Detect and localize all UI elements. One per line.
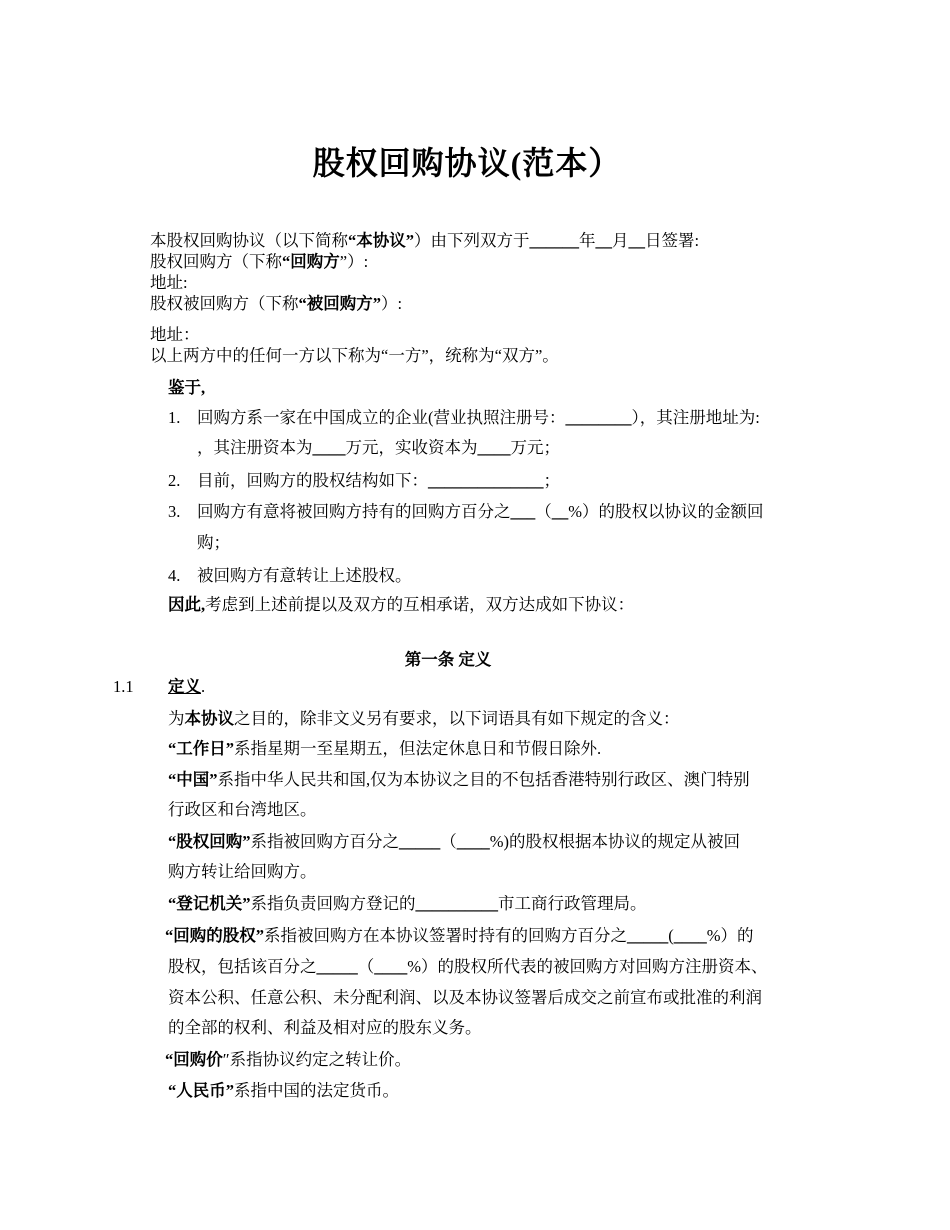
- intro-text: 股权回购方（下称: [150, 252, 282, 271]
- defined-term: “工作日”: [168, 739, 234, 758]
- def-text: ″系指协议约定之转让价。: [222, 1050, 412, 1069]
- definition-shares-line-1: [165, 926, 754, 946]
- item-text: 回购方系一家在中国成立的企业(营业执照注册号：: [197, 408, 566, 427]
- blank-field: ____: [673, 926, 707, 945]
- blank-field: ____: [456, 832, 490, 851]
- def-text: %）的股权所代表的被回购方对回购方注册资本、: [407, 957, 768, 976]
- blank-field: _____: [627, 926, 669, 945]
- list-number: 2.: [168, 471, 181, 490]
- definition-intro: [168, 709, 680, 729]
- whereas-item-3-line-1: [197, 502, 764, 522]
- defined-term: “回购价: [165, 1050, 223, 1069]
- defined-term: “人民币”: [168, 1081, 234, 1100]
- blank-field: __________: [415, 894, 498, 913]
- def-text: %)的股权根据本协议的规定从被回: [489, 832, 740, 851]
- blank-year: ______: [529, 231, 579, 250]
- intro-line-2: [150, 252, 368, 272]
- item-text: ，其注册资本为: [197, 438, 313, 457]
- item-text: 万元；: [510, 438, 560, 457]
- blank-day: __: [628, 231, 645, 250]
- clause-number: 1.1: [113, 677, 134, 696]
- list-number: 3.: [168, 502, 181, 521]
- definition-shares-line-4: 的全部的权利、利益及相对应的股东义务。: [168, 1018, 482, 1037]
- item-text: （: [535, 502, 552, 521]
- intro-text: 月: [612, 231, 629, 250]
- definition-china-line-2: 行政区和台湾地区。: [168, 800, 317, 819]
- definition-registry: [168, 894, 647, 914]
- whereas-item-2-line-1: [197, 471, 560, 491]
- defined-term: “本协议”: [348, 231, 414, 250]
- def-text: 系指负责回购方登记的: [250, 894, 416, 913]
- def-text: 系指中国的法定货币。: [234, 1081, 399, 1100]
- intro-line-4: [150, 294, 402, 314]
- blank-field: _____: [316, 957, 358, 976]
- def-text: （: [357, 957, 375, 976]
- defined-term: “股权回购”: [168, 832, 251, 851]
- definition-price: [165, 1050, 411, 1070]
- item-text: %）的股权以协议的金额回: [568, 502, 764, 521]
- defined-term: “回购方: [282, 252, 340, 271]
- def-text: 股权，包括该百分之: [168, 957, 317, 976]
- item-text: 回购方有意将被回购方持有的回购方百分之: [197, 502, 511, 521]
- blank-field: ____: [374, 957, 408, 976]
- intro-text: 本股权回购协议（以下简称: [150, 231, 348, 250]
- blank-field: ____: [477, 438, 511, 457]
- article-heading: 第一条 定义: [404, 650, 492, 669]
- def-text: （: [440, 832, 457, 851]
- def-text: 系指被回购方百分之: [250, 832, 399, 851]
- def-text: 为: [168, 709, 185, 728]
- def-text: 系指中华人民共和国,仅为本协议之目的不包括香港特别行政区、澳门特别: [217, 770, 750, 789]
- intro-text: ）由下列双方于: [414, 231, 530, 250]
- defined-term: “被回购方”: [298, 294, 381, 313]
- blank-field: ______________: [428, 471, 544, 490]
- intro-text: 日签署:: [645, 231, 700, 250]
- clause-title: 定义: [168, 677, 201, 696]
- definition-buyback-line-2: 购方转让给回购方。: [168, 862, 317, 881]
- defined-term: “登记机关”: [168, 894, 251, 913]
- therefore-text: 考虑到上述前提以及双方的互相承诺，双方达成如下协议：: [205, 595, 635, 614]
- defined-term: “回购的股权”: [165, 926, 264, 945]
- item-text: ），其注册地址为:: [631, 408, 760, 427]
- item-text: 目前，回购方的股权结构如下：: [197, 471, 428, 490]
- intro-line-3: 地址:: [150, 273, 188, 292]
- therefore-label: 因此,: [168, 595, 206, 614]
- defined-term: “中国”: [168, 770, 218, 789]
- definition-shares-line-3: 资本公积、任意公积、未分配利润、以及本协议签署后成交之前宣布或批准的利润: [168, 988, 762, 1007]
- intro-line-6: 以上两方中的任何一方以下称为“一方”，统称为“双方”。: [150, 346, 559, 365]
- item-text: ；: [543, 471, 560, 490]
- list-number: 4.: [168, 566, 181, 585]
- definition-working-day: [168, 739, 601, 759]
- intro-text: ”）:: [339, 252, 369, 271]
- clause-title-tail: .: [201, 677, 206, 696]
- blank-field: _____: [399, 832, 441, 851]
- list-number: 1.: [168, 408, 181, 427]
- blank-field: __: [551, 502, 569, 521]
- whereas-item-1-line-2: [197, 438, 560, 458]
- blank-field: ________: [565, 408, 632, 427]
- intro-text: 年: [579, 231, 596, 250]
- blank-field: ____: [312, 438, 346, 457]
- definition-china-line-1: [168, 770, 750, 790]
- def-text: %）的: [706, 926, 754, 945]
- intro-text: 股权被回购方（下称: [150, 294, 299, 313]
- def-text: 系指星期一至星期五，但法定休息日和节假日除外.: [234, 739, 602, 758]
- intro-text: ）:: [381, 294, 403, 313]
- definition-shares-line-2: [168, 957, 768, 977]
- definition-rmb: [168, 1081, 399, 1101]
- whereas-item-3-line-2: 购；: [197, 533, 230, 552]
- whereas-item-4-line-1: 被回购方有意转让上述股权。: [197, 566, 412, 585]
- document-title: 股权回购协议(范本）: [312, 145, 622, 181]
- blank-field: ___: [510, 502, 536, 521]
- whereas-label: 鉴于,: [168, 378, 206, 397]
- def-text: 之目的，除非文义另有要求，以下词语具有如下规定的含义：: [234, 709, 680, 728]
- def-text: 市工商行政管理局。: [498, 894, 647, 913]
- intro-line-1: [150, 231, 699, 251]
- intro-line-5: 地址：: [150, 325, 200, 344]
- defined-term: 本协议: [184, 709, 234, 728]
- def-text: 系指被回购方在本协议签署时持有的回购方百分之: [264, 926, 627, 945]
- definition-buyback-line-1: [168, 832, 740, 852]
- clause-title-line: [168, 677, 205, 697]
- therefore-line: [168, 595, 634, 615]
- whereas-item-1-line-1: [197, 408, 760, 428]
- def-text: (: [668, 926, 674, 945]
- blank-month: __: [595, 231, 612, 250]
- item-text: 万元，实收资本为: [345, 438, 478, 457]
